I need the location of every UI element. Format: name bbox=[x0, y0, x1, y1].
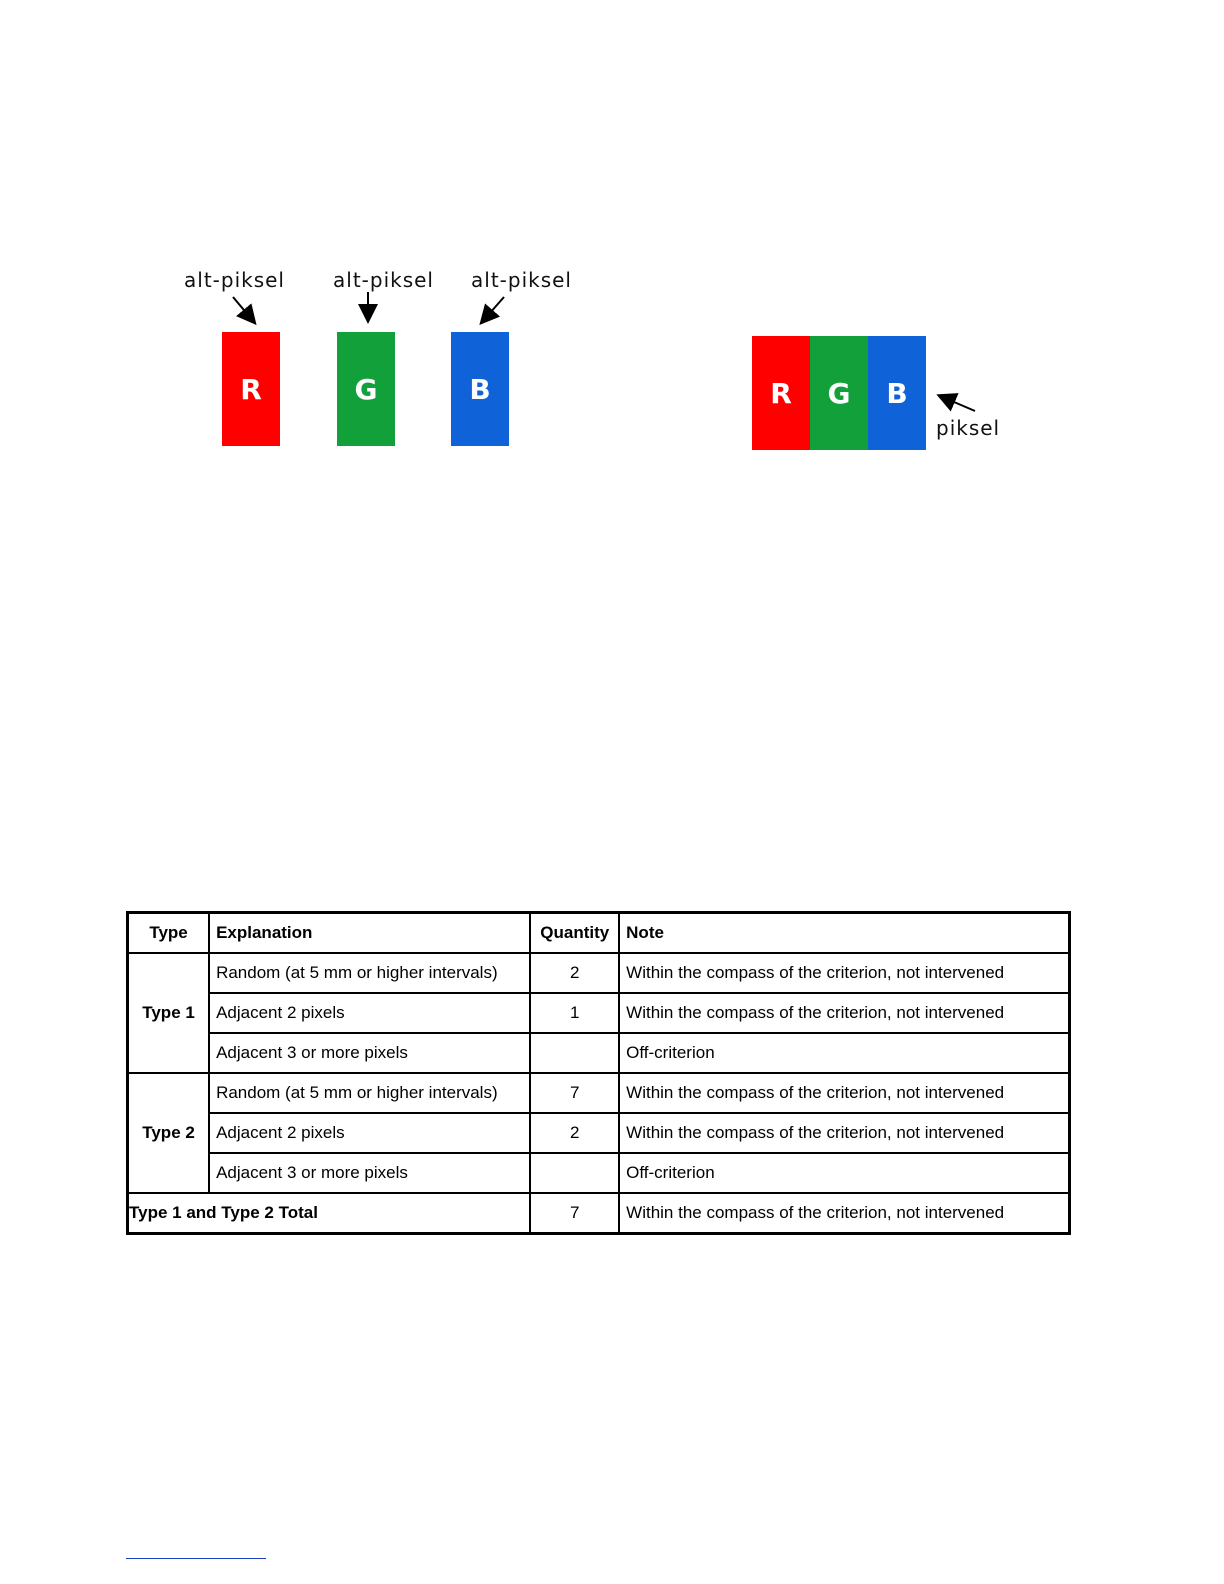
header-quantity: Quantity bbox=[530, 913, 619, 954]
type-2-cell: Type 2 bbox=[128, 1073, 210, 1193]
subpixel-blue: B bbox=[451, 332, 509, 446]
quantity-cell bbox=[530, 1153, 619, 1193]
table-row bbox=[128, 1153, 1070, 1193]
arrow-to-red-icon bbox=[233, 297, 254, 322]
subpixel-label-blue: alt-piksel bbox=[471, 268, 572, 292]
table-row bbox=[128, 1073, 1070, 1113]
pixel-label: piksel bbox=[936, 416, 1001, 440]
pixel-segment-blue: B bbox=[868, 336, 926, 450]
note-cell: Within the compass of the criterion, not intervened bbox=[619, 953, 1069, 993]
footnote-separator bbox=[126, 1558, 266, 1559]
pixel-defect-table bbox=[126, 911, 1071, 1235]
subpixel-label-red: alt-piksel bbox=[184, 268, 285, 292]
total-note-cell: Within the compass of the criterion, not intervened bbox=[619, 1193, 1069, 1234]
table-header-row bbox=[128, 913, 1070, 954]
pixel-block bbox=[752, 336, 926, 450]
table-row bbox=[128, 953, 1070, 993]
subpixel-label-green: alt-piksel bbox=[333, 268, 434, 292]
subpixel-red: R bbox=[222, 332, 280, 446]
explanation-cell: Adjacent 2 pixels bbox=[209, 1113, 530, 1153]
note-cell: Within the compass of the criterion, not intervened bbox=[619, 993, 1069, 1033]
explanation-cell: Adjacent 3 or more pixels bbox=[209, 1033, 530, 1073]
header-note: Note bbox=[619, 913, 1069, 954]
note-cell: Within the compass of the criterion, not intervened bbox=[619, 1113, 1069, 1153]
quantity-cell: 2 bbox=[530, 1113, 619, 1153]
quantity-cell: 2 bbox=[530, 953, 619, 993]
pixel-segment-green: G bbox=[810, 336, 868, 450]
quantity-cell: 7 bbox=[530, 1073, 619, 1113]
total-label-cell: Type 1 and Type 2 Total bbox=[128, 1193, 531, 1234]
type-1-cell: Type 1 bbox=[128, 953, 210, 1073]
note-cell: Off-criterion bbox=[619, 1153, 1069, 1193]
table-row bbox=[128, 993, 1070, 1033]
explanation-cell: Adjacent 3 or more pixels bbox=[209, 1153, 530, 1193]
explanation-cell: Random (at 5 mm or higher intervals) bbox=[209, 953, 530, 993]
table-row bbox=[128, 1113, 1070, 1153]
explanation-cell: Random (at 5 mm or higher intervals) bbox=[209, 1073, 530, 1113]
table-row bbox=[128, 1033, 1070, 1073]
arrow-to-blue-icon bbox=[482, 297, 504, 322]
explanation-cell: Adjacent 2 pixels bbox=[209, 993, 530, 1033]
pixel-segment-red: R bbox=[752, 336, 810, 450]
header-type: Type bbox=[128, 913, 210, 954]
header-explanation: Explanation bbox=[209, 913, 530, 954]
arrow-to-pixel-icon bbox=[940, 396, 975, 411]
total-quantity-cell: 7 bbox=[530, 1193, 619, 1234]
quantity-cell: 1 bbox=[530, 993, 619, 1033]
quantity-cell bbox=[530, 1033, 619, 1073]
subpixel-green: G bbox=[337, 332, 395, 446]
note-cell: Off-criterion bbox=[619, 1033, 1069, 1073]
note-cell: Within the compass of the criterion, not intervened bbox=[619, 1073, 1069, 1113]
arrows-layer bbox=[0, 0, 1224, 500]
table-total-row bbox=[128, 1193, 1070, 1234]
